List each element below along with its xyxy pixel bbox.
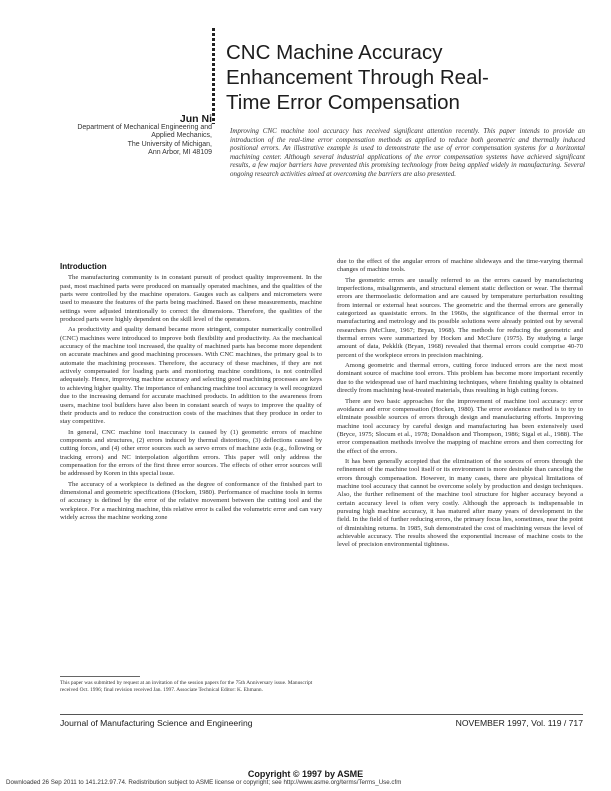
title-line: CNC Machine Accuracy <box>226 41 443 64</box>
body-paragraph: There are two basic approaches for the improvement of machine tool accuracy: error avoidance and error compensation (Hocken, 1980). The error avoidance method is to try to eliminate possible sources of errors through design and manufacturing efforts. Improving machine tool accuracy by careful design and manufacturing has been extensively used (Bryce, 1975; Slocum et al., 1978; Donaldson and Thompson, 1986; Sigal et al., 1988). The error compensation methods involve the mapping of machine errors and then correcting for the effect of the errors. <box>337 397 583 455</box>
affiliation-line: Department of Mechanical Engineering and <box>77 124 212 131</box>
body-paragraph: The accuracy of a workpiece is defined as the degree of conformance of the finished part to dimensional and geometric specifications (Hocken, 1980). Performance of machine tools in terms of accuracy is defined by the error of the relative movement between the cutting tool and the workpiece. For a machining machine, this relative error is called the volumetric error and can vary widely across the machine working zone <box>60 480 322 521</box>
affiliation-line: Ann Arbor, MI 48109 <box>148 149 212 157</box>
title-rule <box>212 28 215 124</box>
body-paragraph: due to the effect of the angular errors of machine slideways and the time-varying thermal changes of machine tools. <box>337 258 583 274</box>
copyright-notice: Copyright © 1997 by ASME <box>247 769 364 779</box>
title-line: Time Error Compensation <box>226 91 460 114</box>
footer-rule <box>60 714 583 715</box>
issue-info: NOVEMBER 1997, Vol. 119 / 717 <box>455 718 583 728</box>
abstract: Improving CNC machine tool accuracy has received significant attention recently. This paper intends to provide an introduction of the real-time error compensation methods as applied to reduce both geometric and thermally induced positional errors. An illustrative example is used to demonstrate the use of error compensation systems for a horizontal machining center. Although several industrial applications of the error compensation systems have achieved significant results, a few major barriers have prevented this promising technology from being applied widely in manufacturing. Several ongoing research activities aimed at overcoming the barriers are also presented. <box>230 127 585 178</box>
journal-name: Journal of Manufacturing Science and Engineering <box>60 718 253 728</box>
right-column <box>337 258 583 552</box>
author-name: Jun Ni <box>179 113 212 125</box>
body-paragraph: The geometric errors are usually referred to as the errors caused by manufacturing imperfections, misalignments, and structural element static deflection or wear. The thermal errors are thermoelastic deformation and are caused by temperature perturbation resulting from internal or external heat sources. The geometric and the thermal errors are generally categorized as quasistatic errors. In the 1960s, the significance of the thermal error in manufacturing and metrology and its possible solutions were already pointed out by several researchers (McClure, 1967; Bryan, 1968). The methods for reducing the geometric and thermal errors were summarized by Hocken and McClure (1975). By studying a large amount of data, Pekklik (Bryan, 1968) revealed that thermal errors could comprise 40-70 percent of the workpiece errors in precision machining. <box>337 276 583 359</box>
footnote-rule <box>60 676 140 677</box>
left-column <box>60 263 322 524</box>
article-title <box>226 40 586 115</box>
body-paragraph: As productivity and quality demand became more stringent, computer numerically controlled (CNC) machines were introduced to improve both flexibility and productivity. As the mechanical accuracy of the machine tool increased, the quality of machined parts has become more dependent on accurate machines and good machining processes. With CNC machines, the primary goal is to automate the machining processes. Therefore, the accuracy of these machines, if they are not actively compensated for loading parts and monitoring machine conditions, is not controlled adequately. Hence, improving machine accuracy and selecting good machining processes are keys to achieving higher quality. The importance of enhancing machine tool accuracy is well recognized due to the increasing demand for accurate machined products. In addition to the awareness from users, machine tool builders have also been in constant search of ways to improve the quality of their products and to reduce the construction costs of the machines that they produce in order to stay competitive. <box>60 326 322 426</box>
author-affiliation <box>20 124 212 158</box>
footnote: This paper was submitted by request at an invitation of the session papers for the 75th Anniversary issue. Manuscript received Oct. 1996; final revision received Jan. 1997. Associate Technical Editor: K. Ehmann. <box>60 680 313 693</box>
section-heading: Introduction <box>60 262 107 271</box>
body-paragraph: It has been generally accepted that the elimination of the sources of errors through the refinement of the machine tool itself or its environment is more desirable than canceling the errors through compensation. However, in many cases, there are physical limitations of machine tool accuracy that cannot be overcome solely by production and design techniques. Also, the further refinement of the machine tool structure for higher accuracy beyond a certain accuracy level is often very costly. Although the approach is indispensable in pursuing high machine accuracy, it has matured after many years of development in the field. In the field of further reducing errors, the primary focus lies, sometimes, near the point of diminishing returns. In 1985, Suh demonstrated the cost of machining versus the level of achievable accuracy. The results showed the exponential increase of machine costs to the level of precision environmental tightness. <box>337 457 583 549</box>
download-notice: Downloaded 26 Sep 2011 to 141.212.97.74. Redistribution subject to ASME license or copyright; see http://www.asme.org/terms/Terms_Use.cfm <box>6 779 402 786</box>
body-paragraph: Among geometric and thermal errors, cutting force induced errors are the next most dominant source of machine tool errors. This problem has become more important recently due to the widespread use of hard machining techniques, where finishing quality is obtained directly from machining heat-treated materials, thus resulting in high cutting forces. <box>337 362 583 395</box>
body-paragraph: The manufacturing community is in constant pursuit of product quality improvement. In the past, most machined parts were produced on manually operated machines, and the qualities of the parts were controlled by the machine operators. Gauges such as calipers and micrometers were used to measure the features of the parts being machined. Based on these measurements, machine settings were adjusted intentionally to correct the dimensions. Therefore, the qualities of the produced parts were highly dependent on the skill level of the operators. <box>60 274 322 324</box>
affiliation-line: The University of Michigan, <box>127 140 212 148</box>
affiliation-line: Applied Mechanics, <box>151 132 212 140</box>
body-paragraph: In general, CNC machine tool inaccuracy is caused by (1) geometric errors of machine components and structures, (2) errors induced by thermal distortions, (3) deflections caused by cutting forces, and (4) other error sources such as servo errors of machine axis (e.g., following or tracking errors) and NC interpolation algorithm errors. This paper will only address the compensation for the errors of the first three error sources. The effects of other error sources will be addressed by Koren in this special issue. <box>60 428 322 478</box>
title-line: Enhancement Through Real- <box>226 66 489 89</box>
